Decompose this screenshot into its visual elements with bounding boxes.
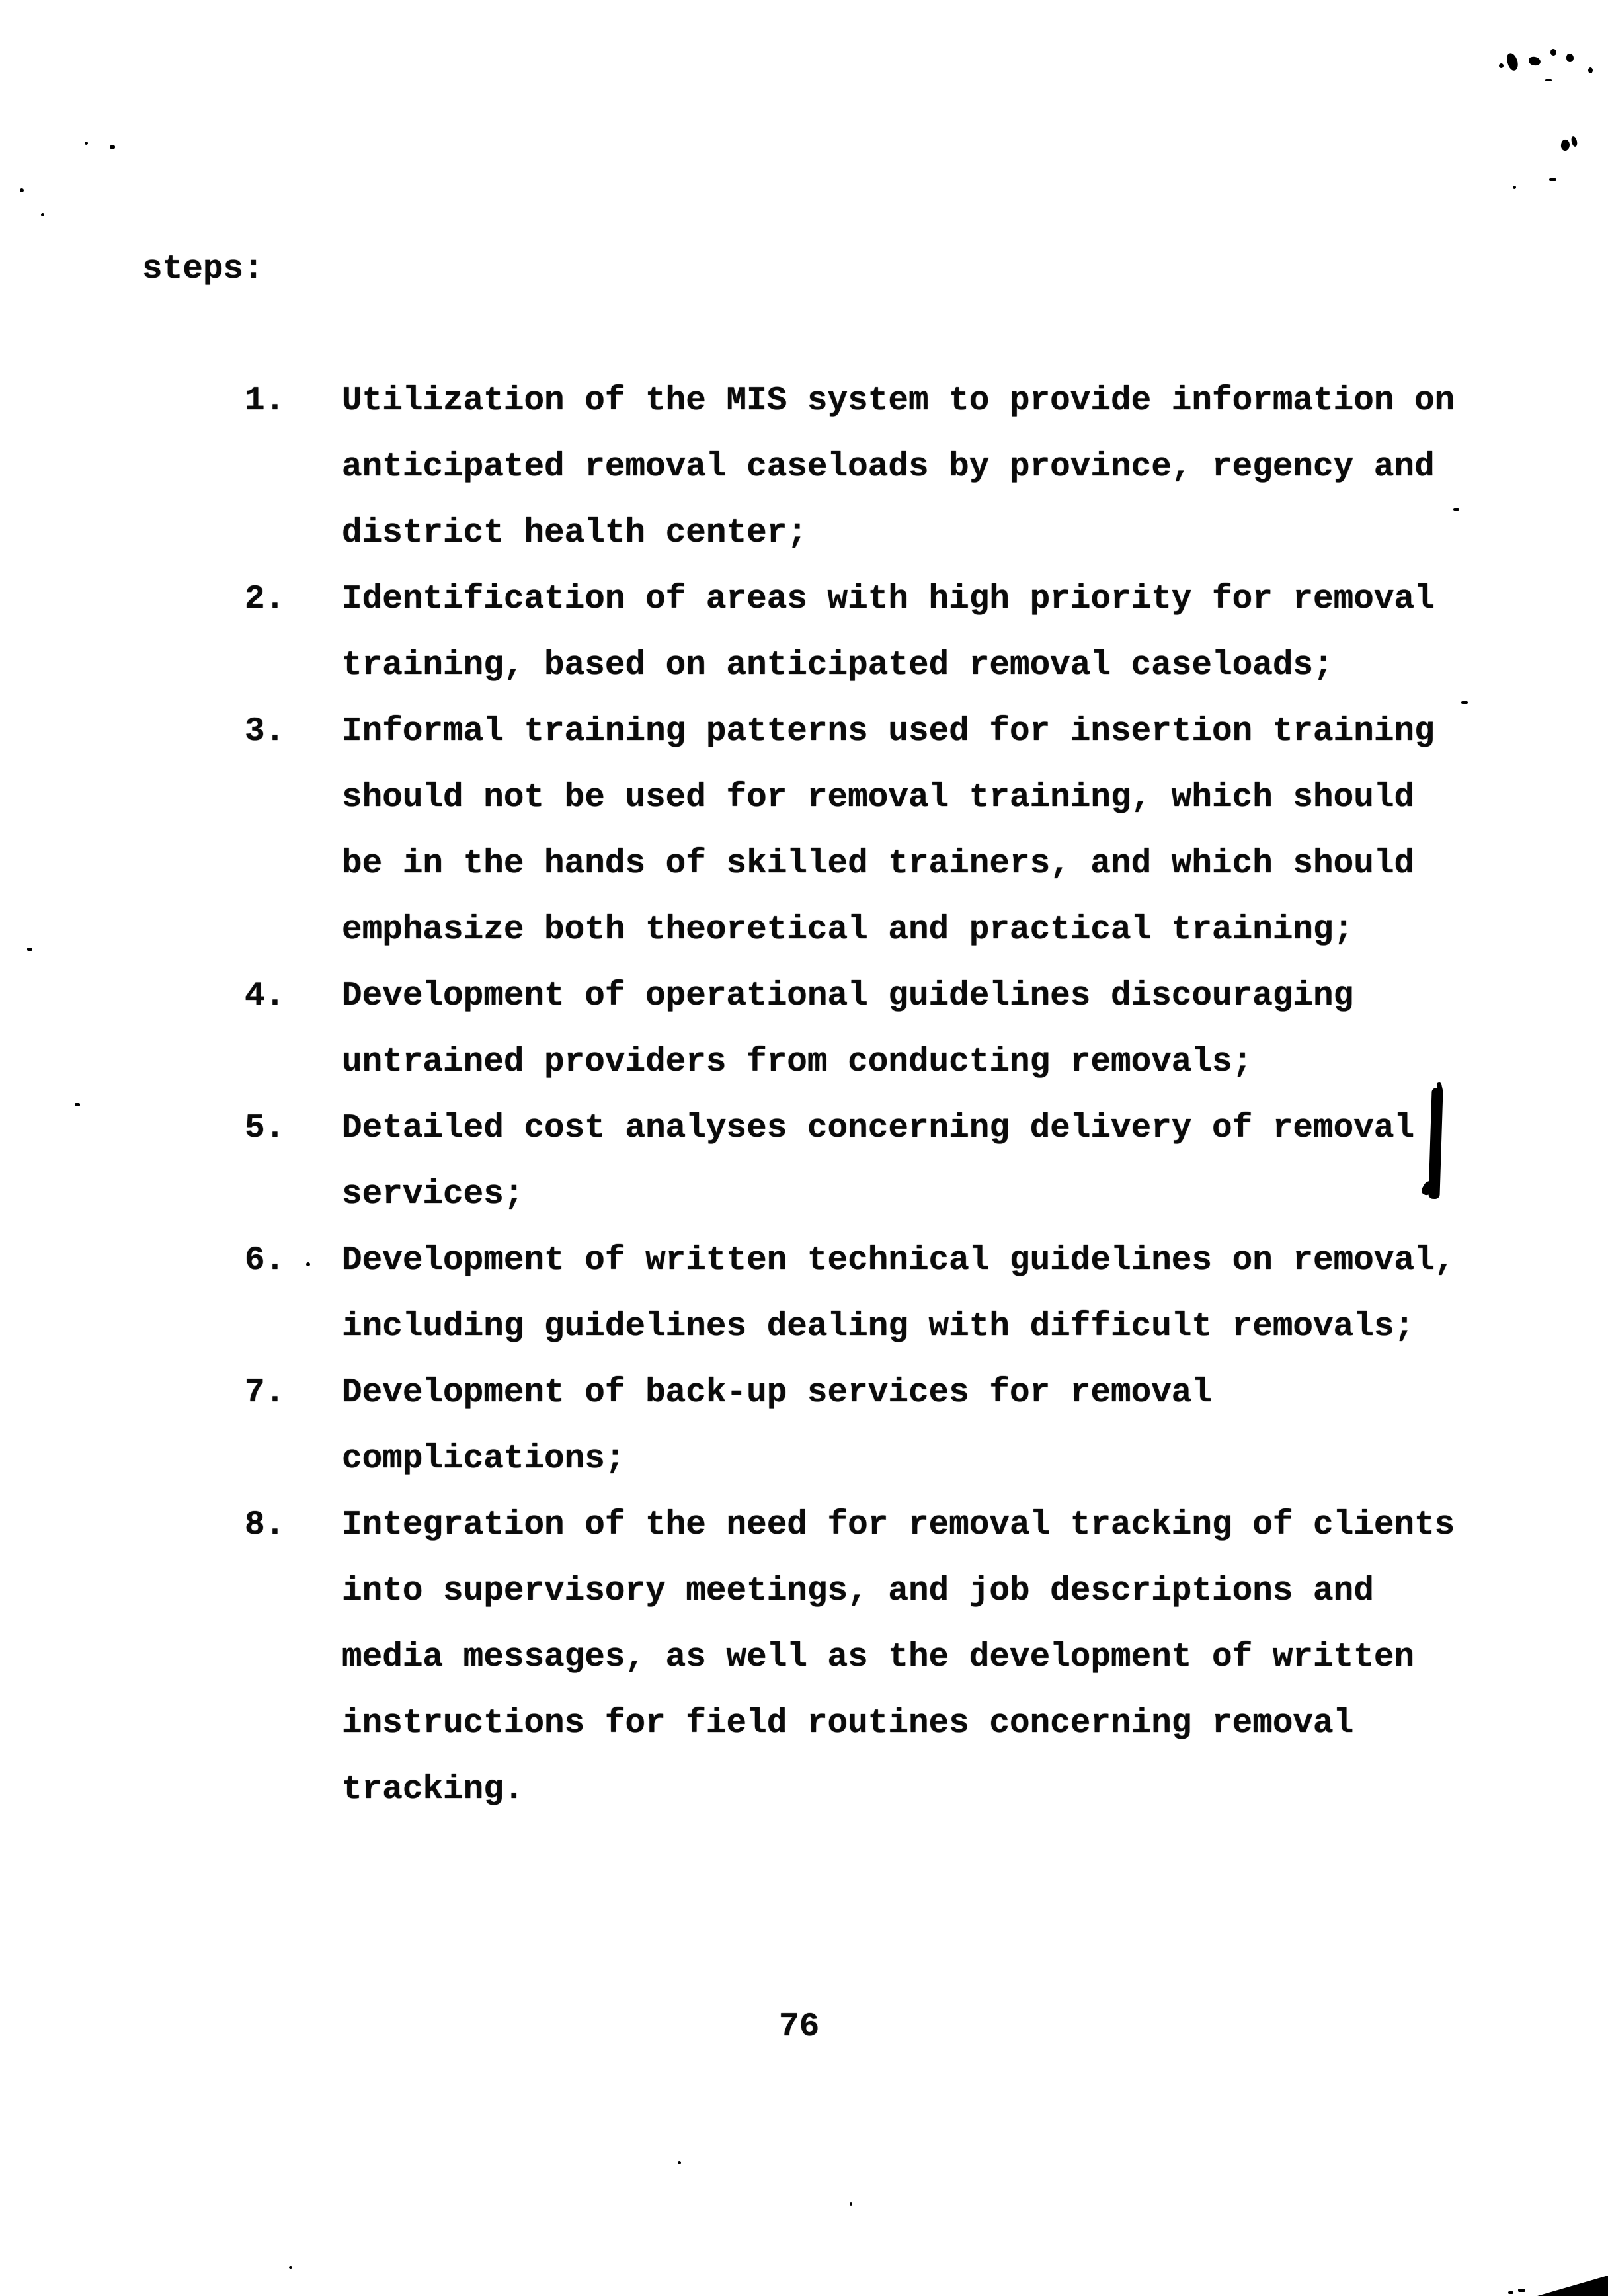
text-line: Utilization of the MIS system to provide information on — [342, 382, 1455, 420]
ink-speck — [1549, 178, 1556, 181]
item-number: 1. — [245, 382, 286, 420]
text-line: Development of written technical guidelines on removal, — [342, 1242, 1455, 1280]
page-number: 76 — [779, 2008, 820, 2046]
ink-speck — [289, 2266, 292, 2269]
item-number: 2. — [245, 581, 286, 618]
list-item-5 — [245, 1096, 1455, 1228]
text-line: should not be used for removal training, which should — [342, 779, 1415, 817]
ink-smudge — [1528, 56, 1541, 67]
ink-smudge — [1566, 54, 1574, 62]
numbered-list — [245, 368, 1455, 1823]
ink-speck — [20, 188, 24, 192]
ink-smudge — [1506, 52, 1519, 72]
list-item-3 — [245, 699, 1455, 964]
text-line: emphasize both theoretical and practical training; — [342, 911, 1354, 949]
item-number: 3. — [245, 713, 286, 751]
ink-speck — [1508, 2291, 1513, 2294]
ink-speck — [1499, 63, 1504, 68]
text-line: services; — [342, 1176, 524, 1213]
text-line: untrained providers from conducting removals; — [342, 1044, 1253, 1081]
section-heading: steps: — [142, 251, 264, 288]
ink-speck — [1513, 186, 1516, 189]
text-line: Integration of the need for removal tracking of clients — [342, 1506, 1455, 1544]
text-line: into supervisory meetings, and job descriptions and — [342, 1573, 1374, 1610]
text-line: be in the hands of skilled trainers, and which should — [342, 845, 1415, 883]
item-number: 6. — [245, 1242, 286, 1280]
ink-speck — [1518, 2289, 1525, 2292]
ink-smudge — [1570, 136, 1578, 147]
list-item-6 — [245, 1228, 1455, 1360]
item-number: 5. — [245, 1110, 286, 1147]
ink-speck — [110, 145, 115, 149]
text-line: complications; — [342, 1440, 625, 1478]
list-item-2 — [245, 567, 1455, 699]
text-line: district health center; — [342, 514, 807, 552]
ink-speck — [850, 2202, 852, 2206]
ink-smudge — [1560, 139, 1570, 151]
text-line: Development of back-up services for removal — [342, 1374, 1213, 1412]
ink-speck — [27, 948, 32, 951]
ink-speck — [306, 1262, 310, 1266]
text-line: Detailed cost analyses concerning delivery of removal — [342, 1110, 1415, 1147]
text-line: instructions for field routines concerning removal — [342, 1705, 1354, 1742]
list-item-4 — [245, 964, 1455, 1096]
ink-speck — [678, 2161, 681, 2164]
list-item-8 — [245, 1493, 1455, 1823]
ink-speck — [1545, 79, 1552, 81]
text-line: anticipated removal caseloads by province, regency and — [342, 448, 1435, 486]
text-line: Development of operational guidelines discouraging — [342, 977, 1354, 1015]
item-number: 8. — [245, 1506, 286, 1544]
list-item-1 — [245, 368, 1455, 567]
ink-smudge — [1550, 49, 1556, 56]
text-line: tracking. — [342, 1771, 524, 1809]
text-line: Identification of areas with high priority for removal — [342, 581, 1435, 618]
text-line: training, based on anticipated removal caseloads; — [342, 647, 1334, 684]
ink-speck — [1453, 508, 1459, 511]
text-line: including guidelines dealing with difficult removals; — [342, 1308, 1415, 1346]
ink-speck — [85, 142, 88, 145]
ink-speck — [75, 1103, 80, 1106]
ink-speck — [1588, 67, 1593, 73]
item-number: 4. — [245, 977, 286, 1015]
ink-speck — [41, 213, 44, 216]
item-number: 7. — [245, 1374, 286, 1412]
list-item-7 — [245, 1360, 1455, 1493]
text-line: media messages, as well as the development of written — [342, 1639, 1415, 1676]
scan-edge-artifact — [1537, 2276, 1608, 2296]
ink-speck — [1461, 701, 1468, 704]
text-line: Informal training patterns used for insertion training — [342, 713, 1435, 751]
